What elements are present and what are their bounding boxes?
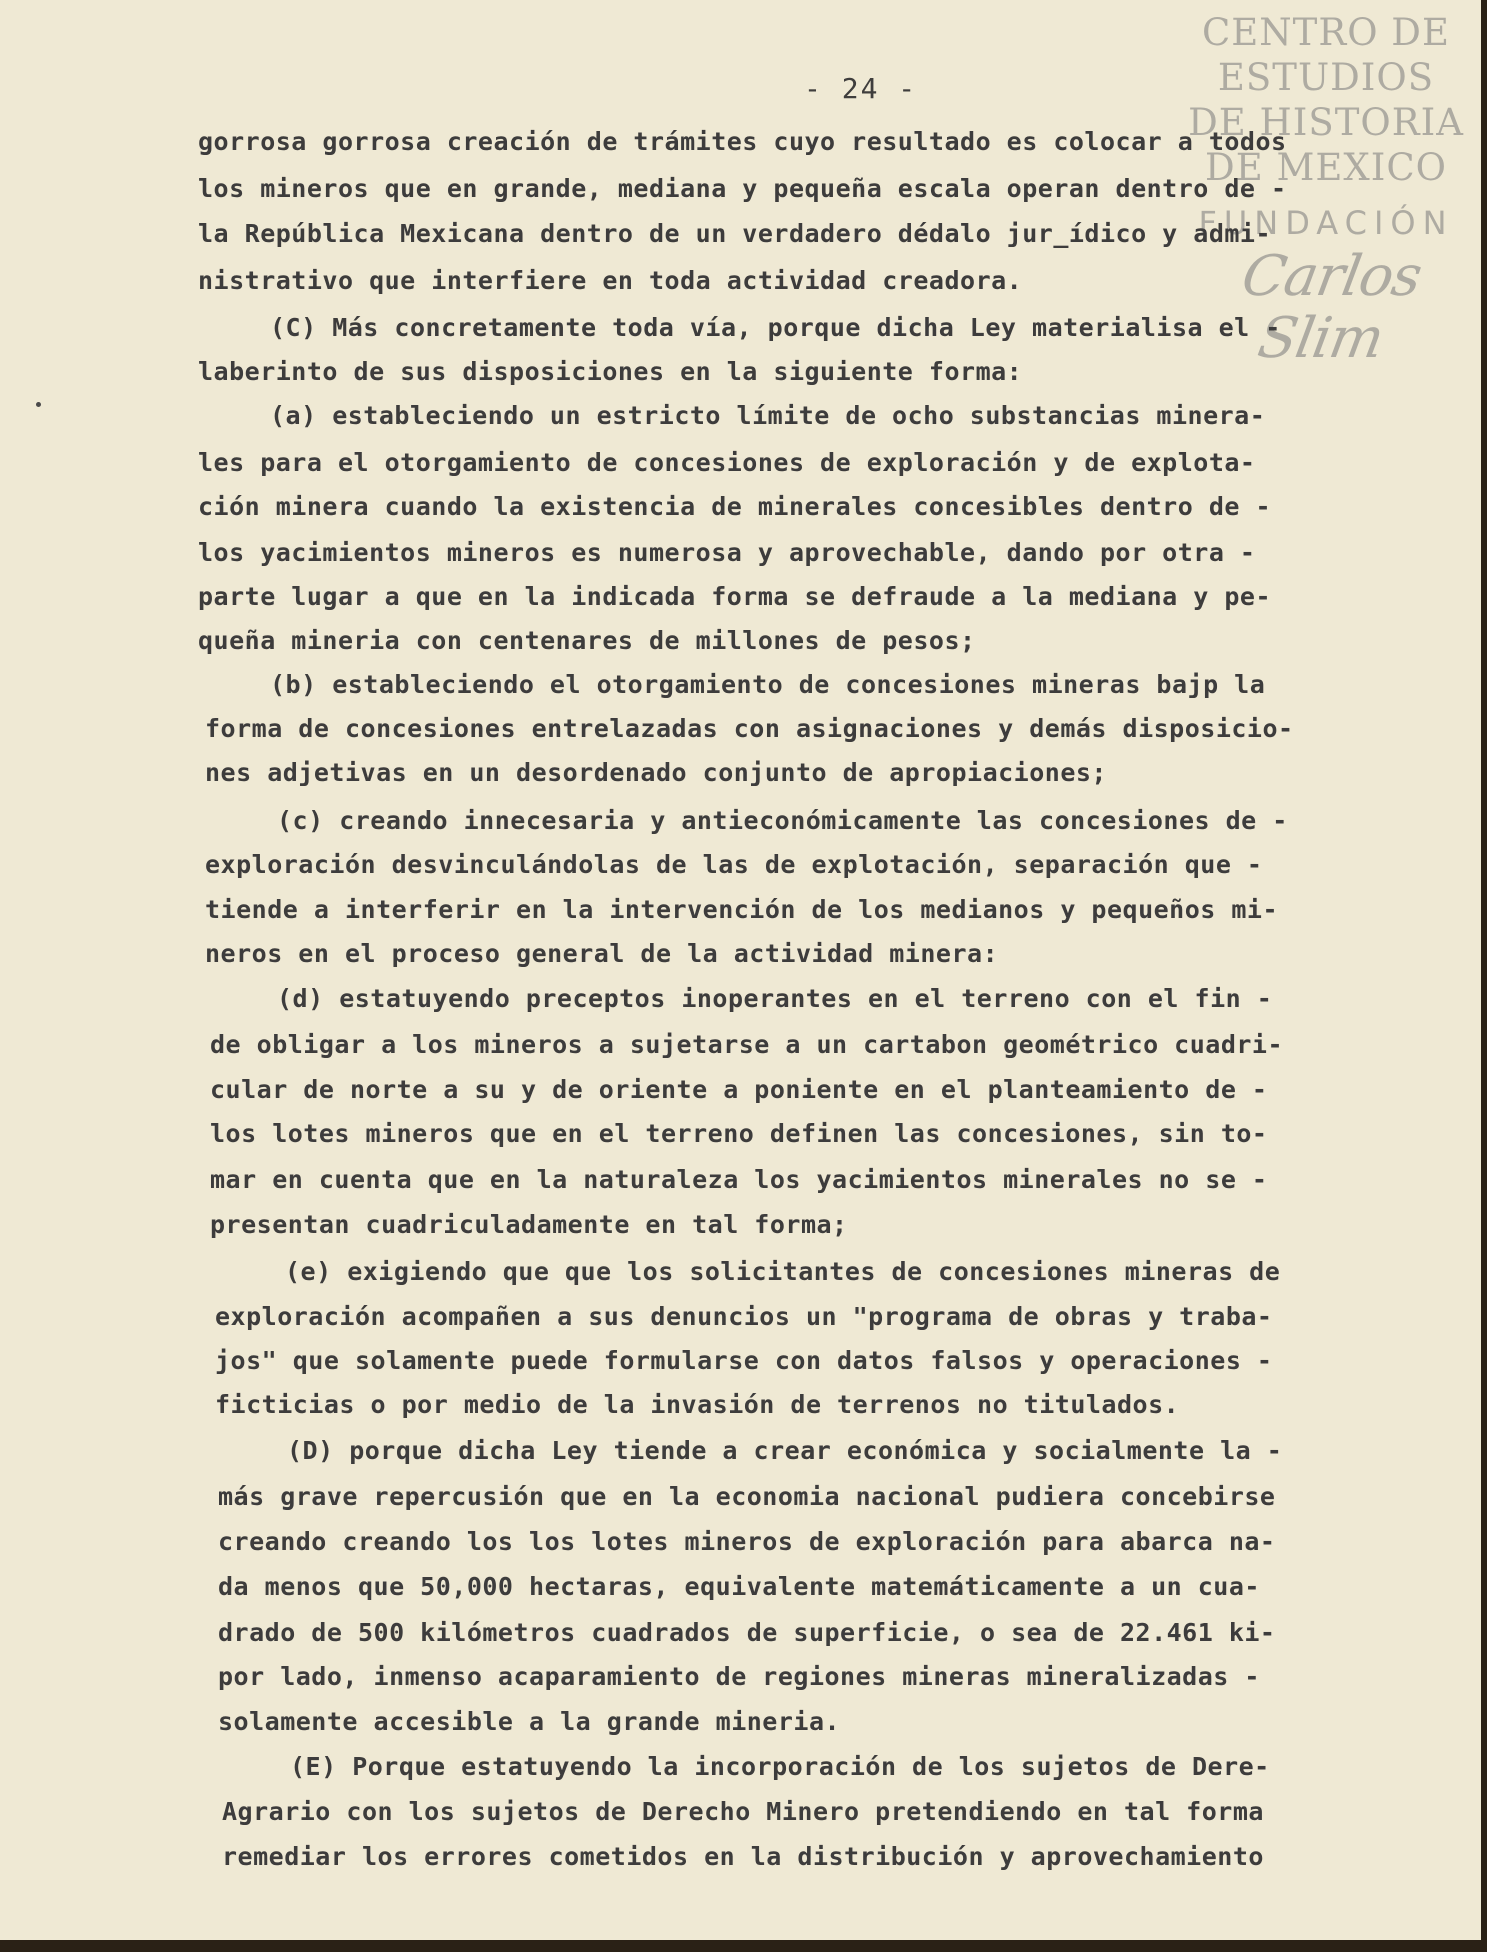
text-line: los mineros que en grande, mediana y pequeña escala operan dentro de -	[198, 174, 1287, 203]
text-line: por lado, inmenso acaparamiento de regiones mineras mineralizadas -	[218, 1662, 1260, 1691]
text-line: da menos que 50,000 hectaras, equivalente matemáticamente a un cua-	[218, 1572, 1260, 1601]
text-line: exploración acompañen a sus denuncios un "programa de obras y traba-	[215, 1302, 1273, 1331]
watermark-foundation: FUNDACIÓN	[1198, 204, 1454, 242]
watermark-line: ESTUDIOS	[1217, 56, 1435, 99]
watermark-line: CENTRO DE	[1201, 11, 1450, 54]
text-line: los yacimientos mineros es numerosa y aprovechable, dando por otra -	[198, 538, 1256, 567]
watermark-line: DE HISTORIA	[1188, 101, 1464, 144]
text-line: ficticias o por medio de la invasión de terrenos no titulados.	[215, 1390, 1180, 1419]
text-line: creando creando los los lotes mineros de exploración para abarca na-	[218, 1527, 1276, 1556]
text-line: nistrativo que interfiere en toda actividad creadora.	[198, 266, 1023, 295]
text-line: (e) exigiendo que que los solicitantes de concesiones mineras de	[285, 1257, 1281, 1286]
text-line: jos" que solamente puede formularse con datos falsos y operaciones -	[215, 1346, 1273, 1375]
watermark-signature: Carlos Slim	[1237, 244, 1426, 371]
text-line: (C) Más concretamente toda vía, porque dicha Ley materialisa el -	[270, 313, 1281, 342]
text-line: les para el otorgamiento de concesiones de exploración y de explota-	[198, 448, 1256, 477]
text-line: cular de norte a su y de oriente a poniente en el planteamiento de -	[210, 1075, 1268, 1104]
text-line: queña mineria con centenares de millones de pesos;	[198, 626, 976, 655]
text-line: gorrosa gorrosa creación de trámites cuyo resultado es colocar a todos	[198, 127, 1287, 156]
text-line: tiende a interferir en la intervención de los medianos y pequeños mi-	[205, 895, 1279, 924]
text-line: la República Mexicana dentro de un verdadero dédalo jur_ídico y admi-	[198, 219, 1272, 248]
text-line: más grave repercusión que en la economia nacional pudiera concebirse	[218, 1482, 1276, 1511]
text-line: mar en cuenta que en la naturaleza los yacimientos minerales no se -	[210, 1165, 1268, 1194]
text-line: parte lugar a que en la indicada forma se defraude a la mediana y pe-	[198, 582, 1272, 611]
text-line: (E) Porque estatuyendo la incorporación de los sujetos de Dere-	[290, 1752, 1270, 1781]
text-line: solamente accesible a la grande mineria.	[218, 1707, 841, 1736]
page-number: - 24 -	[804, 72, 918, 105]
text-line: (d) estatuyendo preceptos inoperantes en el terreno con el fin -	[277, 984, 1273, 1013]
text-line: Agrario con los sujetos de Derecho Minero pretendiendo en tal forma	[222, 1797, 1264, 1826]
text-line: exploración desvinculándolas de las de explotación, separación que -	[205, 850, 1263, 879]
text-line: remediar los errores cometidos en la distribución y aprovechamiento	[222, 1842, 1264, 1871]
text-line: nes adjetivas en un desordenado conjunto de apropiaciones;	[205, 758, 1107, 787]
text-line: (D) porque dicha Ley tiende a crear económica y socialmente la -	[287, 1436, 1283, 1465]
text-line: (b) estableciendo el otorgamiento de concesiones mineras bajp la	[270, 670, 1266, 699]
text-line: forma de concesiones entrelazadas con asignaciones y demás disposicio-	[205, 714, 1294, 743]
text-line: (a) estableciendo un estricto límite de ocho substancias minera-	[270, 401, 1266, 430]
text-line: drado de 500 kilómetros cuadrados de superficie, o sea de 22.461 ki-	[218, 1618, 1276, 1647]
watermark-line: DE MEXICO	[1205, 146, 1447, 189]
text-line: presentan cuadriculadamente en tal forma;	[210, 1210, 848, 1239]
text-line: laberinto de sus disposiciones en la siguiente forma:	[198, 357, 1023, 386]
text-line: (c) creando innecesaria y antieconómicamente las concesiones de -	[277, 806, 1288, 835]
text-line: los lotes mineros que en el terreno definen las concesiones, sin to-	[210, 1119, 1268, 1148]
text-line: neros en el proceso general de la actividad minera:	[205, 939, 999, 968]
text-line: de obligar a los mineros a sujetarse a un cartabon geométrico cuadri-	[210, 1030, 1284, 1059]
text-line: ción minera cuando la existencia de minerales concesibles dentro de -	[198, 492, 1272, 521]
